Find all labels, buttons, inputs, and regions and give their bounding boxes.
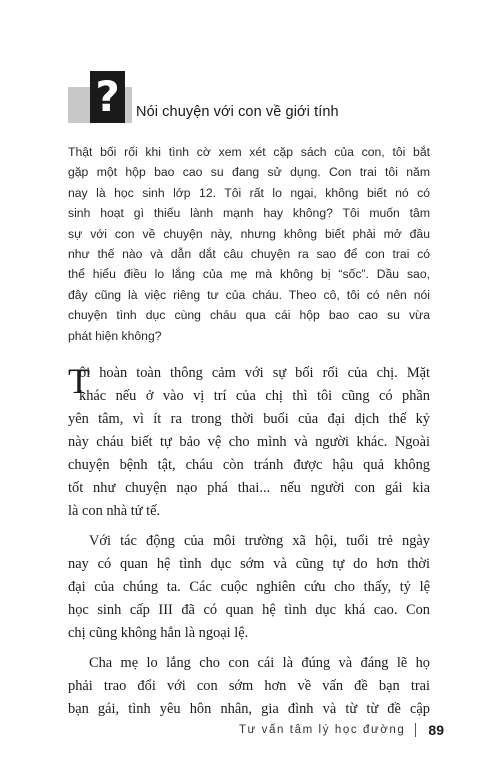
question-line: như thế nào và dẫn dắt câu chuyện ra sao để con trai có [68,247,430,262]
answer-line: này cháu biết tự bảo vệ cho mình và người khác. Ngoài [68,434,430,450]
question-line: chuyện tình dục cùng cháu qua cái hộp bao cao su vừa [68,308,430,323]
answer-line: Với tác động của môi trường xã hội, tuổi trẻ ngày [89,533,430,549]
page-footer [239,720,444,740]
section-title: Nói chuyện với con về giới tính [136,104,339,120]
page-number: 89 [428,722,444,738]
answer-body [68,362,430,721]
answer-line: chị cũng không hẳn là ngoại lệ. [68,625,249,641]
answer-line: Cha mẹ lo lắng cho con cái là đúng và đáng lẽ họ [89,655,430,671]
answer-line: tốt như chuyện nạo phá thai... nếu người con gái kia [68,480,430,496]
answer-line: yên tâm, vì ít ra trong thời buổi của đại dịch thế kỷ [68,411,430,427]
question-line: phát hiện không? [68,328,162,343]
answer-paragraph-3 [68,652,430,721]
section-header [68,71,428,123]
answer-line: bạn gái, tình yêu hôn nhân, gia đình và từ từ đề cập [68,701,430,717]
question-line: thể hiểu điều lo lắng của mẹ mà không bị “sốc”. Dầu sao, [68,267,430,282]
question-line: sự với con về chuyện này, nhưng không biết phải mở đầu [68,226,430,241]
question-line: sinh hoạt gì thiếu lành mạnh hay không? Tôi muốn tâm [68,206,430,221]
answer-line: khác nếu ở vào vị trí của chị thì tôi cũng có phần [79,388,430,404]
answer-paragraph-1 [68,362,430,523]
footer-divider [415,723,416,737]
answer-line: phải trao đổi với con sớm hơn về vấn đề bạn trai [68,678,430,694]
answer-line: học sinh cấp III đã có quan hệ tình dục khá cao. Con [68,602,430,618]
running-title: Tư vấn tâm lý học đường [238,724,406,736]
answer-line: nay có quan hệ tình dục sớm và cũng tự do hơn thời [68,556,430,572]
answer-line: chuyện bệnh tật, cháu còn tránh được hậu quả không [68,457,430,473]
answer-paragraph-2 [68,530,430,645]
answer-line: đại của chúng ta. Các cuộc nghiên cứu cho thấy, tỷ lệ [68,579,430,595]
question-line: Thật bối rối khi tình cờ xem xét cặp sách của con, tôi bắt [68,145,430,159]
reader-question [68,142,430,346]
answer-line: là con nhà tử tế. [68,503,161,519]
drop-cap: T [68,361,90,401]
question-line: gặp một hộp bao cao su đang sử dụng. Con trai tôi năm [68,165,430,180]
question-line: nay là học sinh lớp 12. Tôi rất lo ngại, không biết nó có [68,185,430,200]
question-line: đây cũng là việc riêng tư của cháu. Theo cô, tôi có nên nói [68,287,430,302]
answer-line: ôi hoàn toàn thông cảm với sự bối rối của chị. Mặt [79,365,430,381]
question-mark-icon: ? [90,71,125,123]
